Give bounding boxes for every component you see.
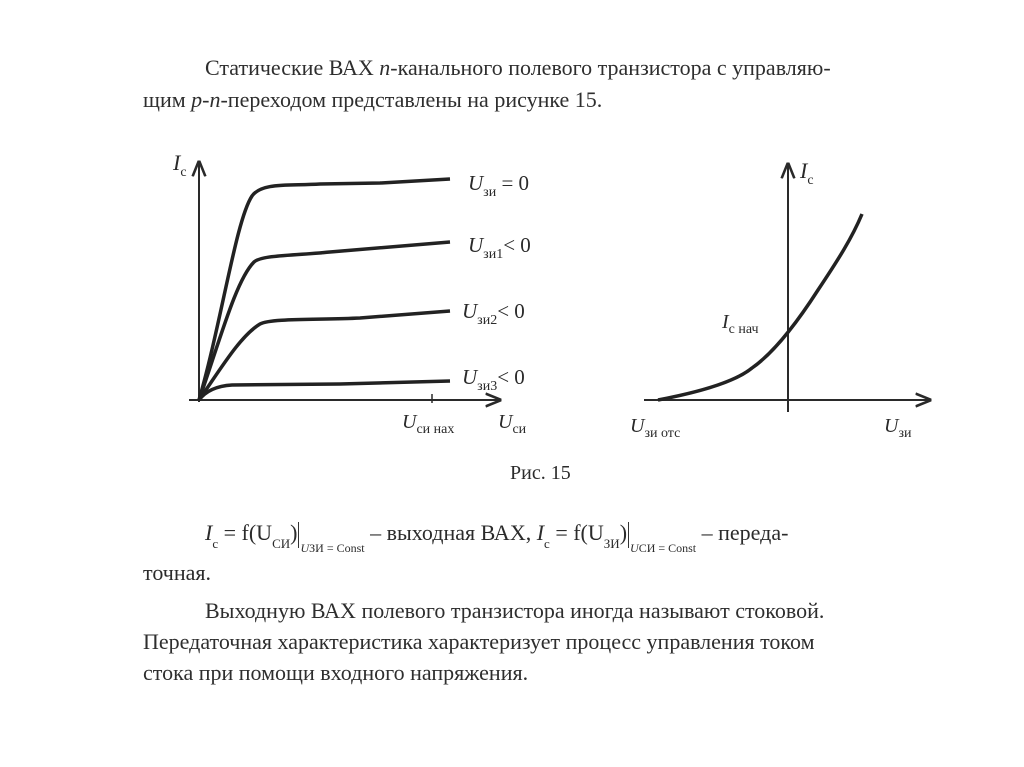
right-y-label: $I_c$ [800,158,814,188]
left-x-label: $U_{си}$ [498,411,527,437]
formula-continuation: точная. [143,560,211,585]
para2-line-1: Выходную ВАХ полевого транзистора иногда называют стоковой. [205,598,825,623]
cutoff-label: $U_{зи отс}$ [630,415,681,441]
curve-label-1: $U_{зи1}< 0$ [468,233,531,262]
curve-label-0: $U_{зи} = 0$ [468,171,530,200]
left-y-label: $I_c$ [173,150,187,180]
curve-ugs-3 [199,381,450,400]
transfer-characteristic-graph [630,158,930,441]
para2-line-3: стока при помощи входного напряжения. [143,660,529,685]
curve-label-3: $U_{зи3}< 0$ [462,365,525,394]
curve-label-2: $U_{зи2}< 0$ [462,299,525,328]
ic0-label: $I_{c нач}$ [722,311,759,337]
figure-caption: Рис. 15 [510,462,571,484]
intro-line-2: щим p-n-переходом представлены на рисунке 15. [143,87,603,112]
right-x-label: $U_{зи}$ [884,415,912,441]
intro-line-1: Статические ВАХ n-канального полевого транзистора с управляю- [205,55,831,80]
formula-line: $I_c = f(U_{СИ})_{UЗИ = Const}$ – выходная ВАХ, $I_c = f(U_{ЗИ})_{UСИ = Const}$ – переда- [205,520,789,555]
transfer-curve [658,214,862,400]
curve-ugs-1 [199,242,450,400]
output-characteristics-graph [172,150,531,437]
uds-sat-label: $U_{си нах}$ [402,411,455,437]
para2-line-2: Передаточная характеристика характеризует процесс управления током [143,629,815,654]
